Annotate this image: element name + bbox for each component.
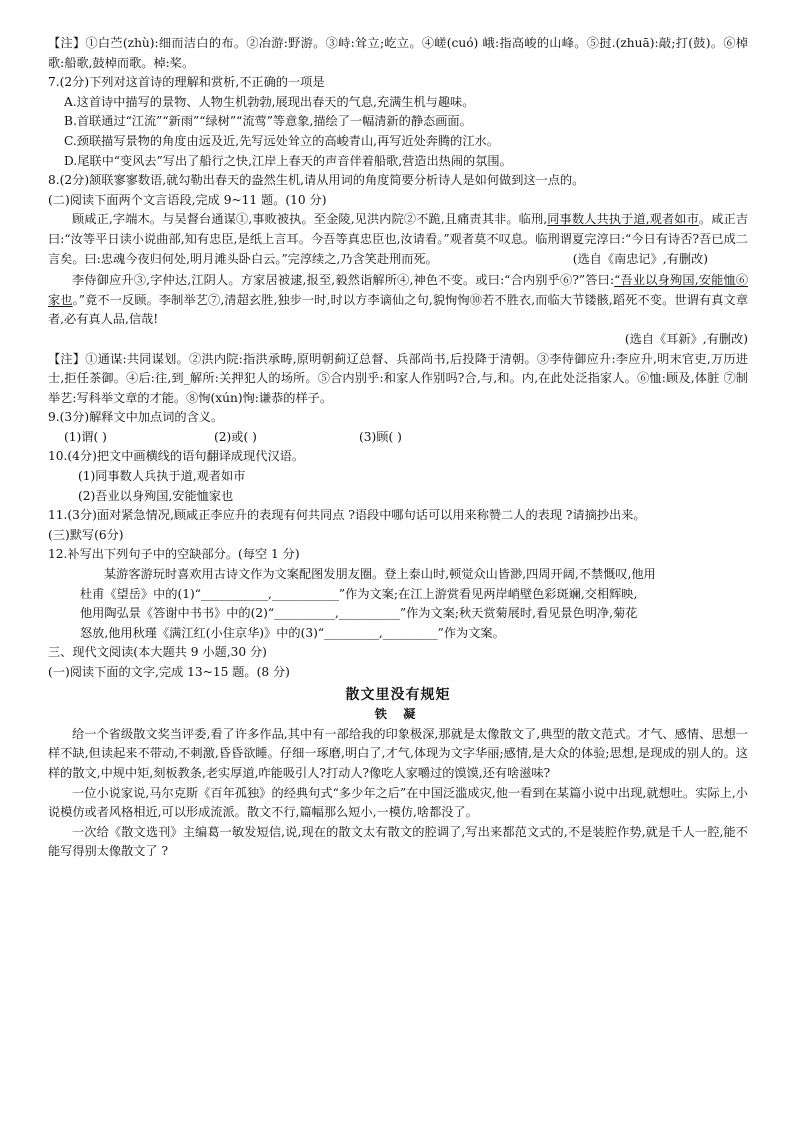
q11-stem: 11.(3分)面对紧急情况,顾咸正李应升的表现有何共同点 ?语段中哪句话可以用来称赞二人的表现 ?请摘抄出来。 xyxy=(48,508,646,523)
passage-2-text-a: 李侍御应升③,字仲达,江阴人。方家居被逮,报至,毅然诣解所④,神色不变。或曰:“合内别乎⑥?”答曰: xyxy=(72,273,615,288)
passage-2-underlined: “吾业以身殉国,安能恤⑥家也 xyxy=(48,273,749,307)
section-classical-heading: (二)阅读下面两个文言语段,完成 9~11 题。(10 分) xyxy=(48,192,327,207)
q9-item-3: (3)顾( ) xyxy=(359,429,402,444)
section-dictation-heading: (三)默写(6分) xyxy=(48,527,124,542)
passage-1-source: (选自《南忠记》,有删改) xyxy=(572,251,708,266)
essay-paragraph-2: 一位小说家说,马尔克斯《百年孤独》的经典句式“多少年之后”在中国泛滥成灾,他一看到在某篇小说中出现,就想吐。实际上,小说模仿或者风格相近,可以形成流派。散文不行,篇幅那么短小,一模仿,啥都没了。 xyxy=(48,785,748,820)
classical-notes: 【注】①通谋:共同谋划。②洪内院:指洪承畴,原明朝蓟辽总督、兵部尚书,后投降于清朝。③李侍御应升:李应升,明末官吏,万历进士,拒任茶御。④后:往,到_解所:关押犯人的场所。⑤合内别乎:和家人作别吗?合,与,和。内,在此处泛指家人。⑥恤:顾及,体脏 ⑦制举艺:写科举文章的才能。⑧恂(xún)恂:谦恭的样子。 xyxy=(48,351,748,405)
q9-item-1: (1)谓( ) xyxy=(64,429,107,444)
q7-option-c: C.颈联描写景物的角度由远及近,先写远处耸立的高峻青山,再写近处奔腾的江水。 xyxy=(64,133,499,148)
exam-page xyxy=(48,34,748,862)
essay-paragraph-3: 一次给《散文选刊》主编葛一敏发短信,说,现在的散文太有散文的腔调了,写出来都范文式的,不是装腔作势,就是千人一腔,能不能写得别太像散文了 ? xyxy=(48,824,748,859)
q7-option-d: D.尾联中“变风去”写出了船行之快,江岸上春天的声音伴着船歌,营造出热闹的氛围。 xyxy=(64,153,512,168)
q8-stem: 8.(2分)颔联寥寥数语,就勾勒出春天的盎然生机,请从用词的角度简要分析诗人是如何做到这一点的。 xyxy=(48,173,585,188)
q7-option-a: A.这首诗中描写的景物、人物生机勃勃,展现出春天的气息,充满生机与趣味。 xyxy=(64,94,475,109)
q7-option-b: B.首联通过“江流”“新雨”“绿树”“流莺”等意象,描绘了一幅清新的静态画面。 xyxy=(64,114,472,129)
q10-item-2: (2)吾业以身殉国,安能恤家也 xyxy=(78,488,234,503)
q12-stem: 12.补写出下列句子中的空缺部分。(每空 1 分) xyxy=(48,547,300,562)
essay-paragraph-1: 给一个省级散文奖当评委,看了许多作品,其中有一部给我的印象极深,那就是太像散文了,典型的散文范式。才气、感情、思想一样不缺,但读起来不带动,不刺激,昏昏欲睡。仔细一琢磨,明白了,才气,体现为文字华丽;感情,是大众的体验;思想,是现成的别人的。这样的散文,中规中矩,刻板教条,老实厚道,咋能吸引人?打动人?像吃人家嚼过的馍馍,还有啥滋味? xyxy=(48,726,748,780)
q10-stem: 10.(4分)把文中画横线的语句翻译成现代汉语。 xyxy=(48,449,305,464)
section-modern-heading: 三、现代文阅读(本大题共 9 小题,30 分) xyxy=(48,645,267,660)
passage-2-source: (选自《耳新》,有删改) xyxy=(624,331,748,346)
passage-2-text-b: 。”竟不一反顾。李制举艺⑦,清超玄胜,独步一时,时以方李谪仙之句,貌恂恂⑩若不胜衣,而临大节镂骸,蹈死不变。世谓有真文章者,必有真人品,信哉! xyxy=(48,292,749,327)
q9-item-2: (2)或( ) xyxy=(214,429,257,444)
passage-1-underlined-a: 同事数人共执于道 xyxy=(547,212,646,227)
q10-item-1: (1)同事数人兵执于道,观者如市 xyxy=(78,469,246,484)
classical-passage-2 xyxy=(48,271,748,330)
q12-line-1: 某游客游玩时喜欢用古诗文作为文案配图发朋友圈。登上泰山时,顿觉众山皆渺,四周开阔,不禁慨叹,他用 xyxy=(104,567,656,582)
q9-stem: 9.(3分)解释文中加点词的含义。 xyxy=(48,410,224,425)
poem-note: 【注】①白苎(zhù):细而洁白的布。②冶游:野游。③峙:耸立;屹立。④嵯(cuó) 峨:指高峻的山峰。⑤挝.(zhuā):敲;打(鼓)。⑥棹歌:船歌,鼓棹而歌。棹:桨。 xyxy=(48,36,748,70)
section-modern-sub-heading: (一)阅读下面的文字,完成 13~15 题。(8 分) xyxy=(48,665,290,679)
q7-stem: 7.(2分)下列对这首诗的理解和赏析,不正确的一项是 xyxy=(48,75,325,90)
q12-line-2: 杜甫《望岳》中的(1)“___________,___________”作为文案;在江上游赏看见两岸峭壁色彩斑斓,交相辉映, xyxy=(80,586,638,601)
essay-title: 散文里没有规矩 xyxy=(345,686,451,703)
passage-1-text-a: 顾咸正,字端木。与吴督台通谋①,事败被执。至金陵,见洪内院②不跪,且痛责其非。临刑, xyxy=(72,212,548,227)
q12-line-3: 他用陶弘景《答谢中书书》中的(2)“__________,__________”作为文案;秋天赏菊展时,看见景色明净,菊花 xyxy=(80,606,638,621)
passage-1-text-b: 。咸正吉曰:“汝等平日读小说曲部,知有忠臣,是纸上言耳。今吾等真忠臣也,汝请看。”观者莫不叹息。临刑谓夏完淳曰:“今日有诗否?吾已成二言矣。曰:忠魂今夜归何处,明月滩头卧白云。”完淳续之,乃含笑赴刑而死。 xyxy=(48,212,749,266)
q9-items xyxy=(48,428,748,448)
passage-1-underlined-b: ,观者如市 xyxy=(645,212,699,227)
essay-author: 铁 凝 xyxy=(374,707,422,722)
q12-line-4: 怒放,他用秋瑾《满江红(小住京华)》中的(3)“_________,_________”作为文案。 xyxy=(80,625,505,640)
